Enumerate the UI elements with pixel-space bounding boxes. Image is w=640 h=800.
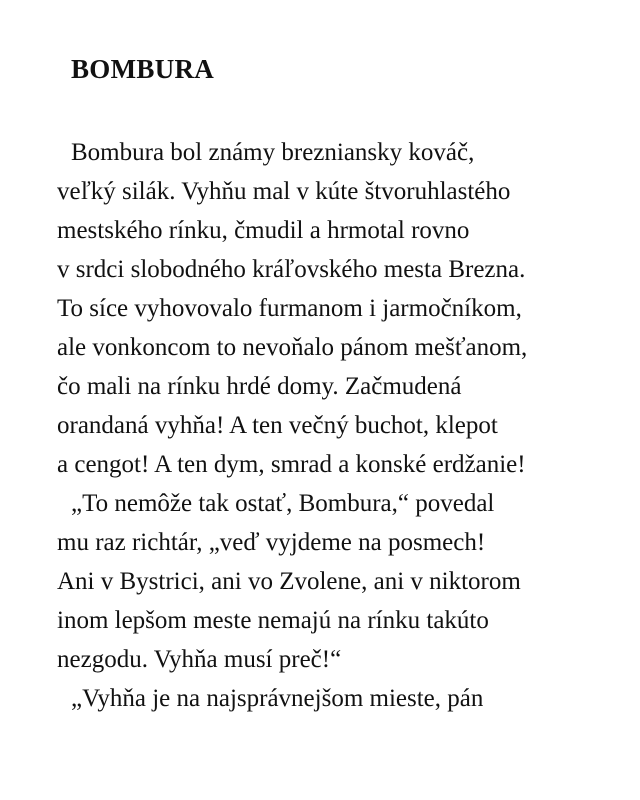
text-line: inom lepšom meste nemajú na rínku takúto	[57, 607, 489, 634]
text-line: mu raz richtár, „veď vyjdeme na posmech!	[57, 529, 486, 556]
text-line: Ani v Bystrici, ani vo Zvolene, ani v niktorom	[57, 568, 521, 595]
text-line: „To nemôže tak ostať, Bombura,“ povedal	[71, 490, 495, 517]
text-line: veľký silák. Vyhňu mal v kúte štvoruhlastého	[57, 178, 511, 205]
text-line: To síce vyhovovalo furmanom i jarmočníkom,	[57, 295, 522, 322]
text-line: ale vonkoncom to nevoňalo pánom mešťanom,	[57, 334, 528, 361]
text-line: Bombura bol známy brezniansky kováč,	[71, 139, 475, 166]
text-line: čo mali na rínku hrdé domy. Začmudená	[57, 373, 462, 400]
text-line: nezgodu. Vyhňa musí preč!“	[57, 646, 342, 673]
chapter-title: BOMBURA	[71, 54, 215, 84]
text-line: orandaná vyhňa! A ten večný buchot, klepot	[57, 412, 498, 439]
text-line: a cengot! A ten dym, smrad a konské erdžanie!	[57, 451, 526, 478]
chapter-body	[57, 133, 617, 718]
text-line: mestského rínku, čmudil a hrmotal rovno	[57, 217, 470, 244]
text-line: v srdci slobodného kráľovského mesta Brezna.	[57, 256, 526, 283]
text-line: „Vyhňa je na najsprávnejšom mieste, pán	[71, 685, 484, 712]
